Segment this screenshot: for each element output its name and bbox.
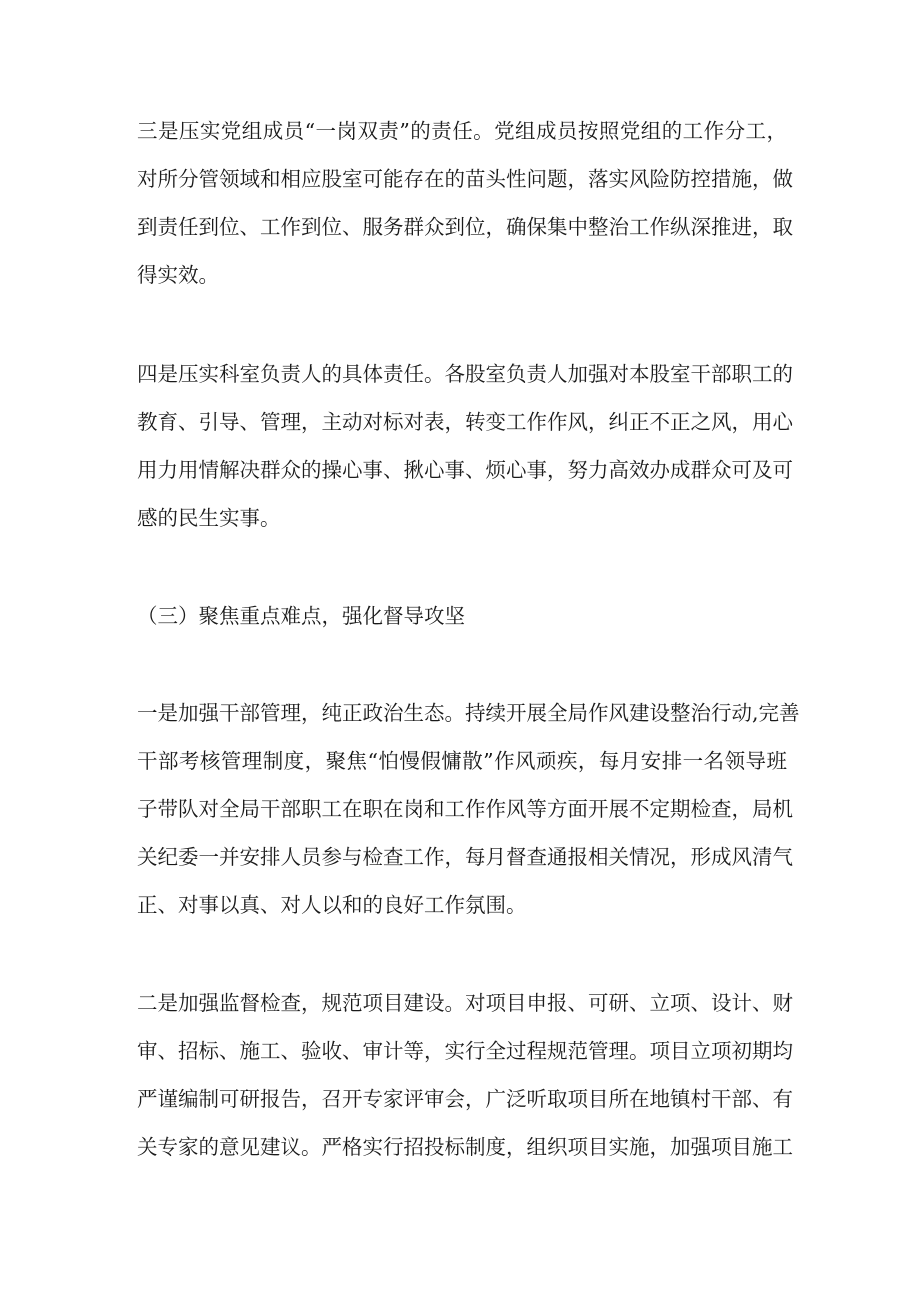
paragraph-2-line-4: 感的民生实事。 [137, 506, 281, 530]
paragraph-3-line-2: 干部考核管理制度，聚焦“怕慢假慵散”作风顽疾，每月安排一名领导班 [137, 749, 787, 773]
paragraph-4-line-1: 二是加强监督检查，规范项目建设。对项目申报、可研、立项、设计、财 [137, 991, 793, 1015]
paragraph-4-line-3: 严谨编制可研报告，召开专家评审会，广泛听取项目所在地镇村干部、有 [137, 1087, 793, 1111]
paragraph-2-line-1: 四是压实科室负责人的具体责任。各股室负责人加强对本股室干部职工的 [137, 362, 793, 386]
paragraph-3-line-1: 一是加强干部管理，纯正政治生态。持续开展全局作风建设整治行动,完善 [137, 701, 800, 725]
paragraph-3-line-4: 关纪委一并安排人员参与检查工作，每月督查通报相关情况，形成风清气 [137, 845, 793, 869]
section-heading: （三）聚焦重点难点，强化督导攻坚 [137, 604, 465, 628]
paragraph-1-line-3: 到责任到位、工作到位、服务群众到位，确保集中整治工作纵深推进，取 [137, 215, 793, 239]
paragraph-4-line-4: 关专家的意见建议。严格实行招投标制度，组织项目实施，加强项目施工 [137, 1135, 793, 1159]
paragraph-4-line-2: 审、招标、施工、验收、审计等，实行全过程规范管理。项目立项初期均 [137, 1039, 793, 1063]
paragraph-3-line-3: 子带队对全局干部职工在职在岗和工作作风等方面开展不定期检查，局机 [137, 797, 793, 821]
paragraph-1-line-1: 三是压实党组成员“一岗双责”的责任。党组成员按照党组的工作分工， [137, 119, 787, 143]
paragraph-2-line-2: 教育、引导、管理，主动对标对表，转变工作作风，纠正不正之风，用心 [137, 410, 793, 434]
paragraph-2-line-3: 用力用情解决群众的操心事、揪心事、烦心事，努力高效办成群众可及可 [137, 458, 793, 482]
paragraph-1-line-4: 得实效。 [137, 263, 219, 287]
paragraph-3-line-5: 正、对事以真、对人以和的良好工作氛围。 [137, 893, 527, 917]
paragraph-1-line-2: 对所分管领域和相应股室可能存在的苗头性问题，落实风险防控措施，做 [137, 167, 793, 191]
